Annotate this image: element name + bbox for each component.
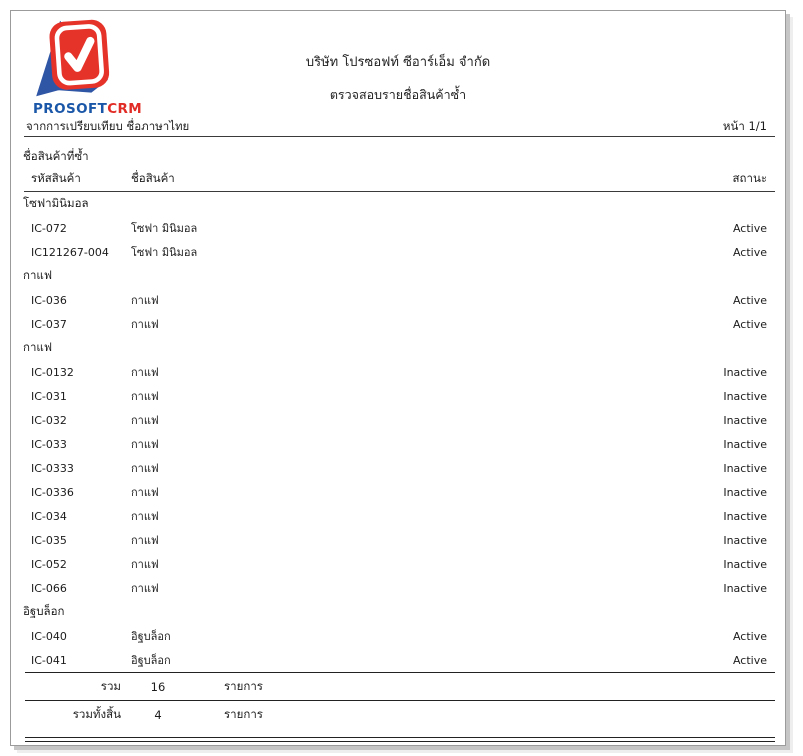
status-value: Inactive xyxy=(723,437,767,451)
product-code: IC-033 xyxy=(31,437,67,451)
product-code: IC-052 xyxy=(31,557,67,571)
product-code: IC-031 xyxy=(31,389,67,403)
report-end-double-line xyxy=(25,737,775,742)
product-name: กาแฟ xyxy=(131,294,159,307)
status-value: Inactive xyxy=(723,533,767,547)
product-name: กาแฟ xyxy=(131,390,159,403)
product-code: IC-037 xyxy=(31,317,67,331)
table-row xyxy=(11,240,785,264)
status-value: Inactive xyxy=(723,557,767,571)
status-value: Active xyxy=(732,317,767,331)
status-value: Inactive xyxy=(723,509,767,523)
product-name: กาแฟ xyxy=(131,366,159,379)
section-title: ชื่อสินค้าที่ซ้ำ xyxy=(23,149,89,163)
status-value: Inactive xyxy=(723,485,767,499)
product-code: IC-0336 xyxy=(31,485,74,499)
totals-section xyxy=(11,672,785,742)
product-name: กาแฟ xyxy=(131,510,159,523)
product-name: อิฐบล็อก xyxy=(131,654,171,667)
company-name: บริษัท โปรซอฟท์ ซีอาร์เอ็ม จำกัด xyxy=(305,55,491,70)
product-name: กาแฟ xyxy=(131,462,159,475)
status-value: Inactive xyxy=(723,581,767,595)
product-code: IC-034 xyxy=(31,509,67,523)
status-value: Inactive xyxy=(723,365,767,379)
table-row xyxy=(11,384,785,408)
table-row xyxy=(11,408,785,432)
table-row xyxy=(11,360,785,384)
group-header: อิฐบล็อก xyxy=(23,604,65,618)
sum-value: 16 xyxy=(150,679,166,694)
grand-total-row xyxy=(11,701,785,728)
product-name: กาแฟ xyxy=(131,558,159,571)
logo-text-crm: CRM xyxy=(107,101,143,117)
group-header: กาแฟ xyxy=(23,268,52,282)
product-code: IC-040 xyxy=(31,629,67,643)
table-row xyxy=(11,312,785,336)
product-code: IC-036 xyxy=(31,293,67,307)
product-name: กาแฟ xyxy=(131,486,159,499)
product-code: IC-0333 xyxy=(31,461,74,475)
product-code: IC-066 xyxy=(31,581,67,595)
grand-total-value: 4 xyxy=(154,707,162,722)
table-row xyxy=(11,552,785,576)
status-value: Inactive xyxy=(723,389,767,403)
group-header: กาแฟ xyxy=(23,340,52,354)
product-name: อิฐบล็อก xyxy=(131,630,171,643)
column-header-name: ชื่อสินค้า xyxy=(131,171,175,185)
rows-container xyxy=(11,192,785,672)
table-row xyxy=(11,456,785,480)
status-value: Active xyxy=(732,221,767,235)
group-header: โซฟามินิมอล xyxy=(23,196,89,210)
product-name: กาแฟ xyxy=(131,438,159,451)
product-code: IC-0132 xyxy=(31,365,74,379)
product-code: IC-072 xyxy=(31,221,67,235)
status-value: Active xyxy=(732,653,767,667)
column-header-status: สถานะ xyxy=(732,171,767,185)
product-code: IC-035 xyxy=(31,533,67,547)
status-value: Inactive xyxy=(723,413,767,427)
report-page xyxy=(10,10,786,746)
subheader-row xyxy=(11,118,785,136)
table-row xyxy=(11,480,785,504)
page-number: หน้า 1/1 xyxy=(722,119,767,133)
table-row xyxy=(11,576,785,600)
sum-row xyxy=(11,673,785,700)
product-code: IC-032 xyxy=(31,413,67,427)
table-row xyxy=(11,288,785,312)
status-value: Active xyxy=(732,245,767,259)
report-header xyxy=(11,51,785,105)
status-value: Active xyxy=(732,293,767,307)
product-name: กาแฟ xyxy=(131,318,159,331)
product-code: IC121267-004 xyxy=(31,245,109,259)
status-value: Inactive xyxy=(723,461,767,475)
comparison-note: จากการเปรียบเทียบ ชื่อภาษาไทย xyxy=(26,119,190,133)
product-name: กาแฟ xyxy=(131,414,159,427)
table-row xyxy=(11,648,785,672)
grand-total-unit: รายการ xyxy=(224,706,263,721)
product-name: กาแฟ xyxy=(131,534,159,547)
status-value: Active xyxy=(732,629,767,643)
table-row xyxy=(11,432,785,456)
table-row xyxy=(11,624,785,648)
product-name: กาแฟ xyxy=(131,582,159,595)
product-name: โซฟา มินิมอล xyxy=(131,222,198,235)
report-title: ตรวจสอบรายชื่อสินค้าซ้ำ xyxy=(329,87,467,102)
header-divider xyxy=(24,136,775,137)
product-name: โซฟา มินิมอล xyxy=(131,246,198,259)
table-column-headers xyxy=(11,170,785,188)
table-row xyxy=(11,216,785,240)
column-header-code: รหัสสินค้า xyxy=(31,171,81,185)
grand-total-label: รวมทั้งสิ้น xyxy=(72,706,121,721)
sum-unit: รายการ xyxy=(224,678,263,693)
product-code: IC-041 xyxy=(31,653,67,667)
logo-text-prosoft: PROSOFT xyxy=(33,101,108,117)
table-row xyxy=(11,528,785,552)
table-row xyxy=(11,504,785,528)
sum-label: รวม xyxy=(100,678,121,693)
